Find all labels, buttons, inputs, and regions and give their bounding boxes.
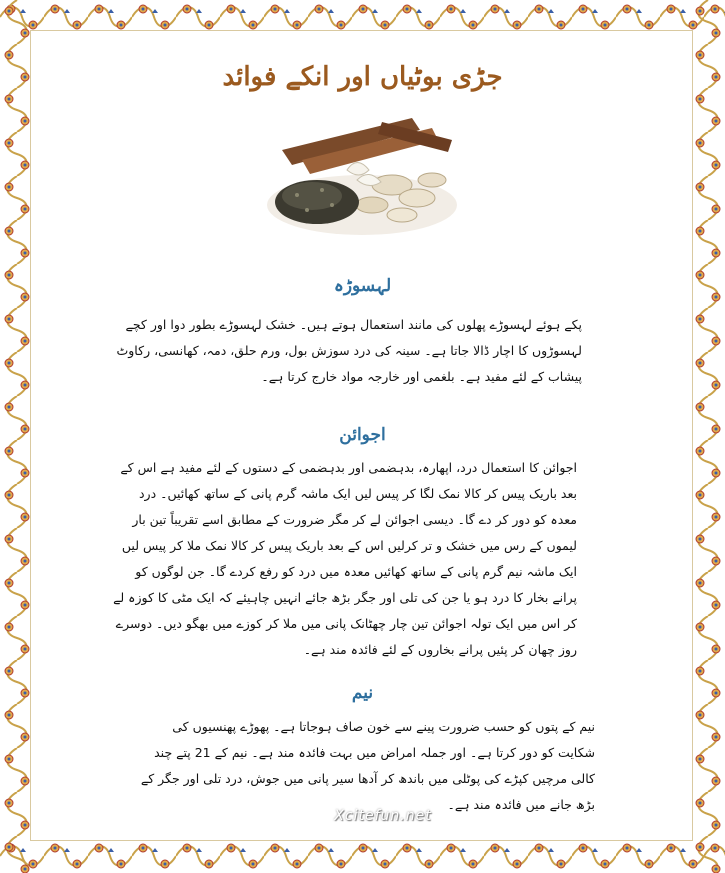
page-title: جڑی بوٹیاں اور انکے فوائد bbox=[222, 62, 503, 92]
section-heading-ajwain: اجوائن bbox=[339, 425, 386, 445]
ornamental-border-right bbox=[691, 0, 725, 873]
watermark: Xcitefun.net bbox=[334, 808, 432, 824]
section-heading-lasoora: لہسوڑہ bbox=[333, 276, 392, 296]
ornamental-border-bottom bbox=[0, 839, 725, 873]
herbs-photo bbox=[262, 110, 462, 240]
section-heading-neem: نیم bbox=[351, 683, 374, 703]
section-body-neem: نیم کے پتوں کو حسب ضرورت پینے سے خون صاف ہوجاتا ہے۔ پھوڑے پھنسیوں کی شکایت کو دور کرتا ہے۔ اور جملہ امراض میں بہت فائدہ مند ہے۔ نیم کے 21 پتے چند کالی مرچیں کپڑے کی پوٹلی میں باندھ کر آدھا سیر پانی میں جوش، درد تلی اور جگر کے بڑھ جانے میں فائدہ مند ہے۔ bbox=[140, 719, 595, 812]
ornamental-border-left bbox=[0, 0, 34, 873]
section-body-lasoora: پکے ہوئے لہسوڑے پھلوں کی مانند استعمال ہوتے ہیں۔ خشک لہسوڑے بطور دوا اور کچے لہسوڑوں کا اچار ڈالا جاتا ہے۔ سینہ کی درد سوزش بول، ورم حلق، دمہ، کھانسی، رکاوٹ پیشاب کے لئے مفید ہے۔ بلغمی اور خارجہ مواد خارج کرتا ہے۔ bbox=[116, 317, 582, 384]
ornamental-border-top bbox=[0, 0, 725, 34]
section-body-ajwain: اجوائن کا استعمال درد، اپھارہ، بدہضمی اور بدہضمی کے دستوں کے لئے مفید ہے اس کے بعد باریک پیس کر کالا نمک لگا کر پیس لیں ایک ماشہ گرم پانی کے ساتھ کھائیں۔ درد معدہ کو دور کر دے گا۔ دیسی اجوائن لے کر مگر ضرورت کے مطابق اسے تقریباً تین بار لیموں کے رس میں خشک و تر کرلیں اس کے بعد باریک پیس کر کالا نمک ملا کر پیس لیں ایک ماشہ نیم گرم پانی کے ساتھ کھائیں معدہ میں درد کو رفع کردے گا۔ جن لوگوں کو پرانے بخار کا درد ہو یا جن کی تلی اور جگر بڑھ جائے انہیں چاہیئے کہ ایک مٹی کا کوزہ لے کر اس میں ایک تولہ اجوائن تین چار چھٹانک پانی میں ملا کر کوزے میں بھگو دیں۔ دوسرے روز چھان کر پئیں پرانے بخاروں کے لئے فائدہ مند ہے۔ bbox=[113, 460, 577, 657]
